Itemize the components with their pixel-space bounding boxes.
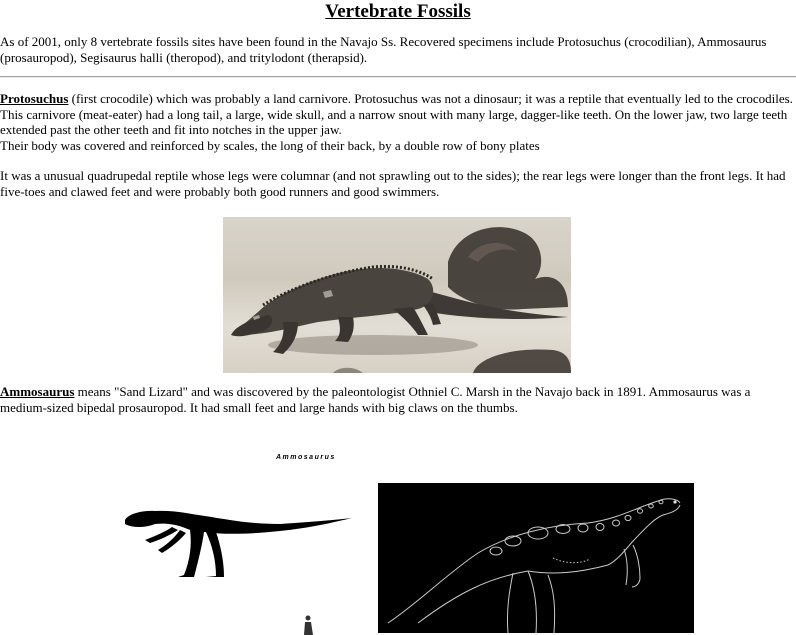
ammosaurus-silhouette-label: Ammosaurus — [276, 454, 336, 461]
protosuchus-legs-paragraph: It was a unusual quadrupedal reptile whose legs were columnar (and not sprawling out to the sides); the rear legs were longer than the front legs. It had five-toes and clawed feet and were probably both good runners and good swimmers. — [0, 168, 786, 199]
protosuchus-image — [223, 217, 571, 373]
divider — [0, 76, 796, 78]
human-scale-figure — [303, 615, 315, 635]
ammosaurus-outline-drawing — [378, 483, 694, 633]
ammosaurus-term: Ammosaurus — [0, 384, 75, 399]
protosuchus-paragraph — [0, 91, 796, 153]
intro-paragraph: As of 2001, only 8 vertebrate fossils sites have been found in the Navajo Ss. Recovered specimens include Protosuchus (crocodilian), Ammosaurus (prosauropod), Segisaurus halli (theropod), and tritylodont (therapsid). — [0, 34, 767, 65]
ammosaurus-figures — [0, 440, 796, 630]
ammosaurus-description: means "Sand Lizard" and was discovered by the paleontologist Othniel C. Marsh in the Navajo back in 1891. Ammosaurus was a medium-sized bipedal prosauropod. It had small feet and large hands with big claws on the thumbs. — [0, 384, 751, 415]
ammosaurus-silhouette-image — [120, 480, 360, 630]
protosuchus-description: (first crocodile) which was probably a land carnivore. Protosuchus was not a dinosaur; it was a reptile that eventually led to the crocodiles. This carnivore (meat-eater) had a long tail, a large, wide skull, and a narrow snout with many large, dagger-like teeth. On the lower jaw, two large teeth extended past the other teeth and fit into notches in the upper jaw. — [0, 91, 793, 137]
protosuchus-illustration — [223, 217, 571, 373]
ammosaurus-paragraph — [0, 384, 796, 415]
page-title: Vertebrate Fossils — [325, 1, 471, 22]
protosuchus-term: Protosuchus — [0, 91, 69, 106]
protosuchus-scales-line: Their body was covered and reinforced by scales, the long of their back, by a double row of bony plates — [0, 137, 540, 153]
ammosaurus-silhouette — [120, 480, 360, 630]
ammosaurus-drawing-image — [378, 483, 694, 633]
